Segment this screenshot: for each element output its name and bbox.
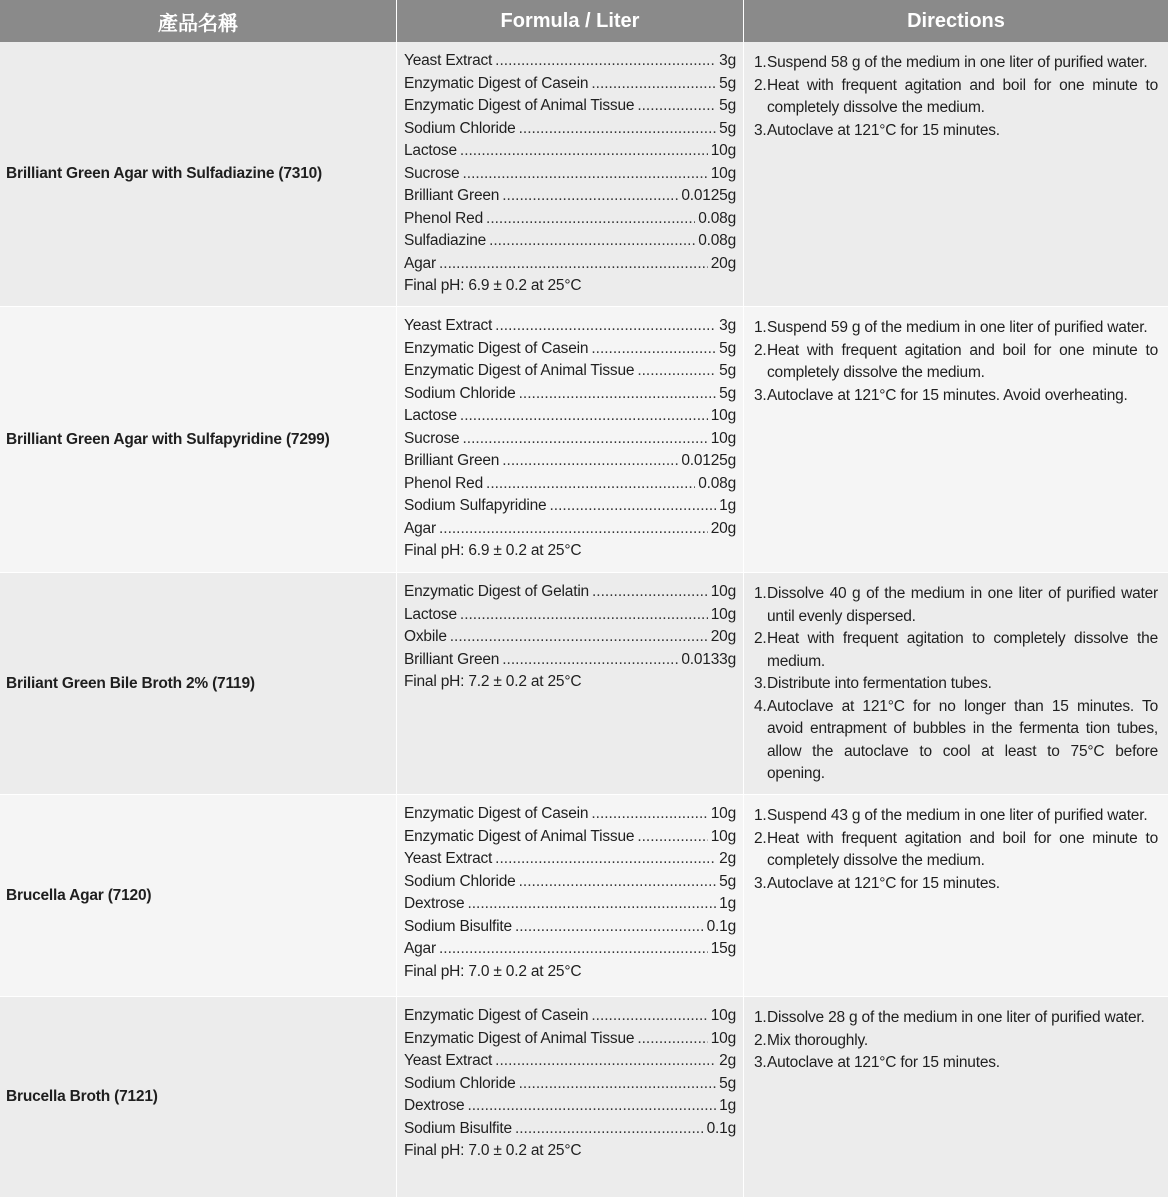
ingredient-line: [404, 895, 736, 918]
formula-cell: [397, 42, 744, 307]
ingredient-name: Sodium Bisulfite: [404, 1119, 512, 1137]
step-number: 1.: [754, 807, 767, 824]
step-number: 2.: [754, 829, 767, 847]
directions-cell: [744, 573, 1168, 795]
dot-leader: [519, 873, 717, 891]
ingredient-amount: 20g: [710, 519, 736, 537]
table-row: [0, 573, 1168, 795]
ingredient-amount: 0.08g: [698, 474, 736, 492]
step-text: Suspend 58 g of the medium in one liter of purified water.: [767, 54, 1148, 71]
dot-leader: [591, 1007, 707, 1025]
step-text: Heat with frequent agitation and boil for one minute to completely dissolve the medium.: [767, 341, 1158, 381]
formula-cell: [397, 795, 744, 997]
ingredient-line: [404, 1120, 736, 1143]
dot-leader: [439, 520, 708, 538]
ingredient-amount: 10g: [710, 1007, 736, 1024]
dot-leader: [591, 75, 716, 93]
ingredient-name: Sodium Chloride: [404, 1074, 516, 1092]
ingredient-name: Enzymatic Digest of Animal Tissue: [404, 362, 635, 379]
final-ph: Final pH: 7.2 ± 0.2 at 25°C: [404, 673, 582, 690]
ingredient-name: Sodium Chloride: [404, 872, 516, 890]
direction-step: [754, 696, 1158, 786]
ingredient-name: Brilliant Green: [404, 187, 500, 204]
ingredient-name: Lactose: [404, 605, 457, 623]
ingredient-line: [404, 385, 736, 408]
ingredient-amount: 5g: [719, 872, 736, 890]
ingredient-amount: 5g: [719, 74, 736, 92]
direction-step: [754, 828, 1158, 873]
step-text: Dissolve 28 g of the medium in one liter of purified water.: [767, 1009, 1145, 1026]
ingredient-line: [404, 75, 736, 98]
ingredient-line: [404, 407, 736, 430]
direction-step: [754, 120, 1158, 143]
product-name: Brilliant Green Agar with Sulfadiazine (7310): [0, 42, 397, 307]
ingredient-name: Enzymatic Digest of Animal Tissue: [404, 827, 635, 845]
dot-leader: [549, 497, 716, 515]
step-number: 2.: [754, 630, 767, 647]
ingredient-amount: 10g: [710, 583, 736, 600]
dot-leader: [495, 850, 716, 868]
ingredient-line: [404, 628, 736, 651]
ingredient-amount: 20g: [710, 628, 736, 645]
ingredient-name: Yeast Extract: [404, 52, 493, 69]
ingredient-amount: 0.1g: [706, 1119, 736, 1137]
step-number: 1.: [754, 1009, 767, 1026]
direction-step: [754, 385, 1158, 408]
ingredient-line: [404, 430, 736, 453]
direction-step: [754, 75, 1158, 120]
step-text: Dissolve 40 g of the medium in one liter of purified water until evenly dispersed.: [767, 585, 1158, 625]
ingredient-amount: 10g: [710, 164, 736, 182]
direction-step: [754, 628, 1158, 673]
ingredient-amount: 10g: [710, 429, 736, 447]
header-formula: Formula / Liter: [397, 0, 744, 42]
ingredient-name: Agar: [404, 940, 436, 957]
ingredient-amount: 3g: [719, 317, 736, 334]
ingredient-line: [404, 805, 736, 828]
dot-leader: [519, 385, 717, 403]
direction-step: [754, 52, 1158, 75]
final-ph: Final pH: 7.0 ± 0.2 at 25°C: [404, 1142, 582, 1159]
final-ph: Final pH: 7.0 ± 0.2 at 25°C: [404, 962, 582, 980]
dot-leader: [486, 210, 695, 228]
ingredient-name: Enzymatic Digest of Casein: [404, 74, 589, 92]
step-number: 3.: [754, 121, 767, 139]
step-number: 3.: [754, 386, 767, 404]
ingredient-line: [404, 828, 736, 851]
ingredient-line: [404, 940, 736, 963]
ingredient-name: Brilliant Green: [404, 650, 500, 668]
directions-cell: [744, 997, 1168, 1198]
ingredient-line: [404, 475, 736, 498]
formula-cell: [397, 573, 744, 795]
ingredient-name: Enzymatic Digest of Casein: [404, 1007, 589, 1024]
dot-leader: [519, 1075, 717, 1093]
dot-leader: [462, 165, 707, 183]
ingredient-line: [404, 142, 736, 165]
ingredient-amount: 1g: [719, 1097, 736, 1114]
ingredient-line: [404, 1052, 736, 1075]
ingredient-line: [404, 340, 736, 363]
ingredient-name: Enzymatic Digest of Casein: [404, 805, 589, 822]
step-number: 3.: [754, 874, 767, 892]
ingredient-name: Sodium Chloride: [404, 384, 516, 402]
ingredient-line: [404, 210, 736, 233]
dot-leader: [462, 430, 707, 448]
step-text: Autoclave at 121°C for 15 minutes. Avoid overheating.: [767, 386, 1128, 404]
dot-leader: [467, 895, 716, 913]
dot-leader: [502, 452, 678, 470]
ingredient-name: Brilliant Green: [404, 452, 500, 469]
ingredient-amount: 2g: [719, 1052, 736, 1069]
step-text: Autoclave at 121°C for no longer than 15 minutes. To avoid entrapment of bubbles in the fermenta tion tubes, allow the autoclave to cool at least to 75°C before opening.: [767, 697, 1158, 782]
ingredient-amount: 5g: [719, 1074, 736, 1092]
ingredient-amount: 0.0125g: [681, 452, 736, 469]
dot-leader: [591, 805, 707, 823]
dot-leader: [637, 1030, 707, 1048]
dot-leader: [486, 475, 695, 493]
ingredient-amount: 10g: [710, 805, 736, 822]
direction-step: [754, 1052, 1158, 1075]
dot-leader: [450, 628, 708, 646]
ingredient-name: Phenol Red: [404, 209, 484, 227]
product-name: Briliant Green Bile Broth 2% (7119): [0, 573, 397, 795]
direction-step: [754, 673, 1158, 696]
direction-step: [754, 1007, 1158, 1030]
dot-leader: [519, 120, 717, 138]
step-number: 1.: [754, 319, 767, 336]
ingredient-amount: 20g: [710, 254, 736, 272]
ingredient-name: Lactose: [404, 142, 457, 159]
ingredient-name: Dextrose: [404, 1097, 465, 1114]
ingredient-line: [404, 97, 736, 120]
dot-leader: [637, 97, 716, 115]
directions-cell: [744, 795, 1168, 997]
ingredient-name: Oxbile: [404, 628, 447, 645]
step-number: 2.: [754, 1031, 767, 1049]
step-number: 2.: [754, 76, 767, 94]
ingredient-line: [404, 232, 736, 255]
ingredient-line: [404, 52, 736, 75]
step-number: 2.: [754, 341, 767, 359]
direction-step: [754, 873, 1158, 896]
ingredient-amount: 10g: [710, 142, 736, 159]
ingredient-name: Sulfadiazine: [404, 232, 487, 249]
step-number: 3.: [754, 675, 767, 692]
ingredient-name: Enzymatic Digest of Animal Tissue: [404, 97, 635, 114]
dot-leader: [439, 255, 708, 273]
dot-leader: [502, 651, 678, 669]
ingredient-amount: 5g: [719, 97, 736, 114]
ingredient-amount: 10g: [710, 827, 736, 845]
dot-leader: [439, 940, 708, 958]
ingredient-name: Enzymatic Digest of Casein: [404, 339, 589, 357]
ingredient-line: [404, 255, 736, 278]
product-name: Brilliant Green Agar with Sulfapyridine (7299): [0, 307, 397, 573]
dot-leader: [591, 340, 716, 358]
step-number: 4.: [754, 697, 767, 715]
dot-leader: [502, 187, 678, 205]
ingredient-amount: 1g: [719, 497, 736, 514]
header-product-name: 產品名稱: [0, 0, 397, 42]
step-text: Autoclave at 121°C for 15 minutes.: [767, 874, 1000, 892]
ingredient-amount: 0.0133g: [681, 650, 736, 668]
ingredient-line: [404, 520, 736, 543]
ingredient-name: Sodium Bisulfite: [404, 917, 512, 935]
product-name: Brucella Agar (7120): [0, 795, 397, 997]
ingredient-name: Dextrose: [404, 895, 465, 912]
ingredient-name: Agar: [404, 254, 436, 272]
ingredient-name: Sucrose: [404, 164, 460, 182]
ingredient-name: Yeast Extract: [404, 850, 493, 867]
dot-leader: [495, 1052, 716, 1070]
step-text: Suspend 43 g of the medium in one liter of purified water.: [767, 807, 1148, 824]
dot-leader: [637, 828, 707, 846]
ingredient-amount: 10g: [710, 1029, 736, 1047]
formula-cell: [397, 307, 744, 573]
ingredient-amount: 5g: [719, 339, 736, 357]
table-row: [0, 42, 1168, 307]
direction-step: [754, 805, 1158, 828]
direction-step: [754, 317, 1158, 340]
ingredient-amount: 0.08g: [698, 209, 736, 227]
product-name: Brucella Broth (7121): [0, 997, 397, 1198]
ingredient-line: [404, 1030, 736, 1053]
dot-leader: [467, 1097, 716, 1115]
direction-step: [754, 1030, 1158, 1053]
ingredient-name: Enzymatic Digest of Gelatin: [404, 583, 589, 600]
ingredient-name: Phenol Red: [404, 474, 484, 492]
step-text: Autoclave at 121°C for 15 minutes.: [767, 1054, 1000, 1071]
header-directions: Directions: [744, 0, 1168, 42]
step-text: Mix thoroughly.: [767, 1031, 868, 1049]
ingredient-name: Sodium Chloride: [404, 119, 516, 137]
ingredient-amount: 10g: [710, 407, 736, 424]
ingredient-line: [404, 850, 736, 873]
ingredient-line: [404, 651, 736, 674]
ingredient-name: Sodium Sulfapyridine: [404, 497, 547, 514]
ingredient-name: Agar: [404, 519, 436, 537]
dot-leader: [637, 362, 716, 380]
ingredient-amount: 1g: [719, 895, 736, 912]
direction-step: [754, 340, 1158, 385]
ingredient-amount: 5g: [719, 384, 736, 402]
ingredient-line: [404, 583, 736, 606]
directions-cell: [744, 307, 1168, 573]
ingredient-line: [404, 606, 736, 629]
ingredient-line: [404, 452, 736, 475]
step-text: Heat with frequent agitation to completely dissolve the medium.: [767, 630, 1158, 670]
ingredient-line: [404, 187, 736, 210]
ingredient-amount: 0.08g: [698, 232, 736, 249]
step-text: Heat with frequent agitation and boil for one minute to completely dissolve the medium.: [767, 76, 1158, 116]
step-text: Suspend 59 g of the medium in one liter of purified water.: [767, 319, 1148, 336]
ingredient-amount: 0.0125g: [681, 187, 736, 204]
ingredient-line: [404, 1007, 736, 1030]
ingredient-line: [404, 1075, 736, 1098]
dot-leader: [460, 606, 708, 624]
ingredient-line: [404, 497, 736, 520]
dot-leader: [515, 918, 704, 936]
ingredient-amount: 2g: [719, 850, 736, 867]
dot-leader: [460, 142, 708, 160]
ingredient-amount: 3g: [719, 52, 736, 69]
formula-cell: [397, 997, 744, 1198]
ingredient-line: [404, 317, 736, 340]
ingredient-name: Lactose: [404, 407, 457, 424]
final-ph: Final pH: 6.9 ± 0.2 at 25°C: [404, 277, 582, 294]
ingredient-name: Yeast Extract: [404, 1052, 493, 1069]
header-row: [0, 0, 1168, 42]
ingredient-line: [404, 1097, 736, 1120]
ingredient-name: Yeast Extract: [404, 317, 493, 334]
step-text: Autoclave at 121°C for 15 minutes.: [767, 121, 1000, 139]
ingredient-amount: 0.1g: [706, 917, 736, 935]
dot-leader: [592, 583, 708, 601]
ingredient-name: Enzymatic Digest of Animal Tissue: [404, 1029, 635, 1047]
table-row: [0, 795, 1168, 997]
dot-leader: [495, 317, 716, 335]
ingredient-line: [404, 918, 736, 941]
step-number: 1.: [754, 585, 767, 602]
step-text: Distribute into fermentation tubes.: [767, 675, 992, 692]
dot-leader: [515, 1120, 704, 1138]
ingredient-name: Sucrose: [404, 429, 460, 447]
table-row: [0, 307, 1168, 573]
ingredient-line: [404, 362, 736, 385]
ingredient-amount: 5g: [719, 119, 736, 137]
direction-step: [754, 583, 1158, 628]
directions-cell: [744, 42, 1168, 307]
final-ph: Final pH: 6.9 ± 0.2 at 25°C: [404, 542, 582, 559]
ingredient-line: [404, 873, 736, 896]
ingredient-line: [404, 120, 736, 143]
dot-leader: [460, 407, 708, 425]
dot-leader: [495, 52, 716, 70]
table-row: [0, 997, 1168, 1198]
step-number: 1.: [754, 54, 767, 71]
dot-leader: [489, 232, 695, 250]
ingredient-amount: 5g: [719, 362, 736, 379]
ingredient-amount: 15g: [710, 940, 736, 957]
step-text: Heat with frequent agitation and boil for one minute to completely dissolve the medium.: [767, 829, 1158, 869]
ingredient-line: [404, 165, 736, 188]
ingredient-amount: 10g: [710, 605, 736, 623]
step-number: 3.: [754, 1054, 767, 1071]
